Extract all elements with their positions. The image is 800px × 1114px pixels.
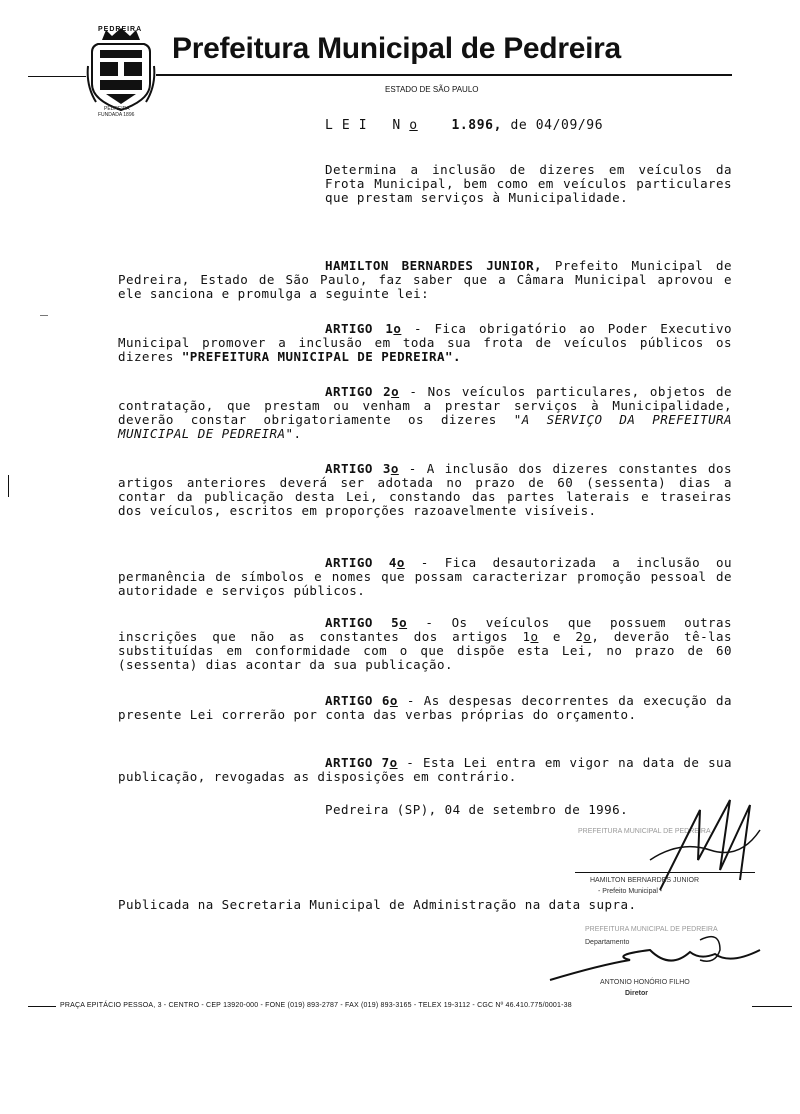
left-margin-mark (8, 475, 9, 497)
article-3 (118, 462, 732, 518)
article-7 (118, 756, 732, 784)
law-number-label: N (392, 118, 401, 133)
article-2-quote: "A SERVIÇO DA PREFEITURA MUNICIPAL DE PEDREIRA" (118, 412, 732, 441)
article-6-text: - As despesas decorrentes da execução da presente Lei correrão por conta das verbas próprias do orçamento. (118, 693, 732, 722)
article-1 (118, 322, 732, 364)
header-rule-left (28, 76, 86, 77)
director-dept: Departamento (585, 939, 630, 946)
law-number-sup: o (409, 118, 418, 133)
article-4-ord: o (396, 555, 405, 570)
law-heading (325, 118, 603, 133)
article-3-ord: o (390, 461, 399, 476)
article-1-quote: "PREFEITURA MUNICIPAL DE PEDREIRA". (181, 349, 461, 364)
article-3-text: - A inclusão dos dizeres constantes dos artigos anteriores deverá ser adotada no prazo de 60 (sessenta) dias a contar da publicação desta Lei, constando das partes laterais e traseiras dos veículos, escritos em proporções razoavelmente visíveis. (118, 461, 732, 518)
article-6-lead: ARTIGO 6 (325, 693, 390, 708)
article-4-lead: ARTIGO 4 (325, 555, 397, 570)
article-5-text: - Os veículos que possuem outras inscrições que não as constantes dos artigos (118, 615, 732, 644)
article-5-rest: , deverão tê-las substituídas em conformidade com o que dispõe esta Lei, no prazo de 60 (sessenta) dias acontar da sua publicação. (118, 629, 732, 672)
article-1-ord: o (393, 321, 402, 336)
left-margin-tick (40, 315, 48, 316)
header-rule (156, 74, 732, 76)
article-1-text: - Fica obrigatório ao Poder Executivo Municipal promover a inclusão em toda sua frota de veículos públicos os dizeres (118, 321, 733, 364)
article-2-end: . (293, 426, 302, 441)
footer-address: PRAÇA EPITÁCIO PESSOA, 3 - CENTRO - CEP 13920-000 - FONE (019) 893-2787 - FAX (019) 893-3165 - TELEX 19-3112 - CGC Nº 46.410.775/0001-38 (60, 1002, 572, 1009)
seal-caption-2: FUNDADA 1896 (98, 112, 135, 118)
preamble-text: Prefeito Municipal de Pedreira, Estado de São Paulo, faz saber que a Câmara Municipal aprovou e ele sanciona e promulga a seguinte lei: (118, 258, 732, 301)
publication-note: Publicada na Secretaria Municipal de Administração na data supra. (118, 897, 637, 912)
footer-rule-left (28, 1006, 56, 1007)
law-label: L E I (325, 118, 368, 133)
seal-banner-text: PEDREIRA (98, 26, 143, 33)
article-7-text: - Esta Lei entra em vigor na data de sua publicação, revogadas as disposições em contrário. (118, 755, 732, 784)
law-date: de 04/09/96 (510, 118, 604, 133)
article-7-ord: o (389, 755, 398, 770)
director-name: ANTONIO HONÓRIO FILHO (600, 979, 690, 986)
director-role: Diretor (625, 990, 648, 997)
law-number: 1.896, (451, 118, 503, 133)
municipal-seal (86, 26, 156, 116)
article-2-text: - Nos veículos particulares, objetos de contratação, que prestam ou venham a prestar serviços à Municipalidade, deverão constar obrigatoriamente os dizeres (118, 384, 732, 427)
article-5 (118, 616, 732, 672)
article-5-ref1: 1 (522, 629, 531, 644)
article-5-mid: e (538, 629, 576, 644)
place-date: Pedreira (SP), 04 de setembro de 1996. (325, 802, 629, 817)
article-2-lead: ARTIGO 2 (325, 384, 392, 399)
article-5-ref1-sup: o (530, 629, 539, 644)
law-summary: Determina a inclusão de dizeres em veículos da Frota Municipal, bem como em veículos particulares que prestam serviços à Municipalidade. (325, 162, 732, 205)
mayor-signature-role: - Prefeito Municipal - (598, 888, 663, 895)
article-2 (118, 385, 732, 441)
mayor-signature-name: HAMILTON BERNARDES JUNIOR (590, 877, 700, 884)
article-5-lead: ARTIGO 5 (325, 615, 400, 630)
footer-rule-right (752, 1006, 792, 1007)
article-6 (118, 694, 732, 722)
article-5-ord: o (399, 615, 408, 630)
article-4 (118, 556, 732, 598)
article-6-ord: o (389, 693, 398, 708)
director-signature-prefix: PREFEITURA MUNICIPAL DE PEDREIRA (585, 926, 718, 933)
state-subtitle: ESTADO DE SÃO PAULO (385, 85, 479, 94)
article-5-ref2-sup: o (583, 629, 592, 644)
article-4-text: - Fica desautorizada a inclusão ou permanência de símbolos e nomes que possam caracterizar promoção pessoal de autoridade e serviços públicos. (118, 555, 732, 598)
seal-caption-1: PEDREIRA (104, 106, 130, 112)
mayor-signature-prefix: PREFEITURA MUNICIPAL DE PEDREIRA (578, 828, 711, 835)
article-3-lead: ARTIGO 3 (325, 461, 391, 476)
page-title: Prefeitura Municipal de Pedreira (172, 32, 621, 65)
preamble (118, 259, 732, 301)
mayor-signature-line (575, 872, 755, 873)
mayor-name: HAMILTON BERNARDES JUNIOR, (325, 258, 543, 273)
article-5-ref2: 2 (575, 629, 584, 644)
article-7-lead: ARTIGO 7 (325, 755, 390, 770)
article-1-lead: ARTIGO 1 (325, 321, 394, 336)
article-2-ord: o (391, 384, 400, 399)
